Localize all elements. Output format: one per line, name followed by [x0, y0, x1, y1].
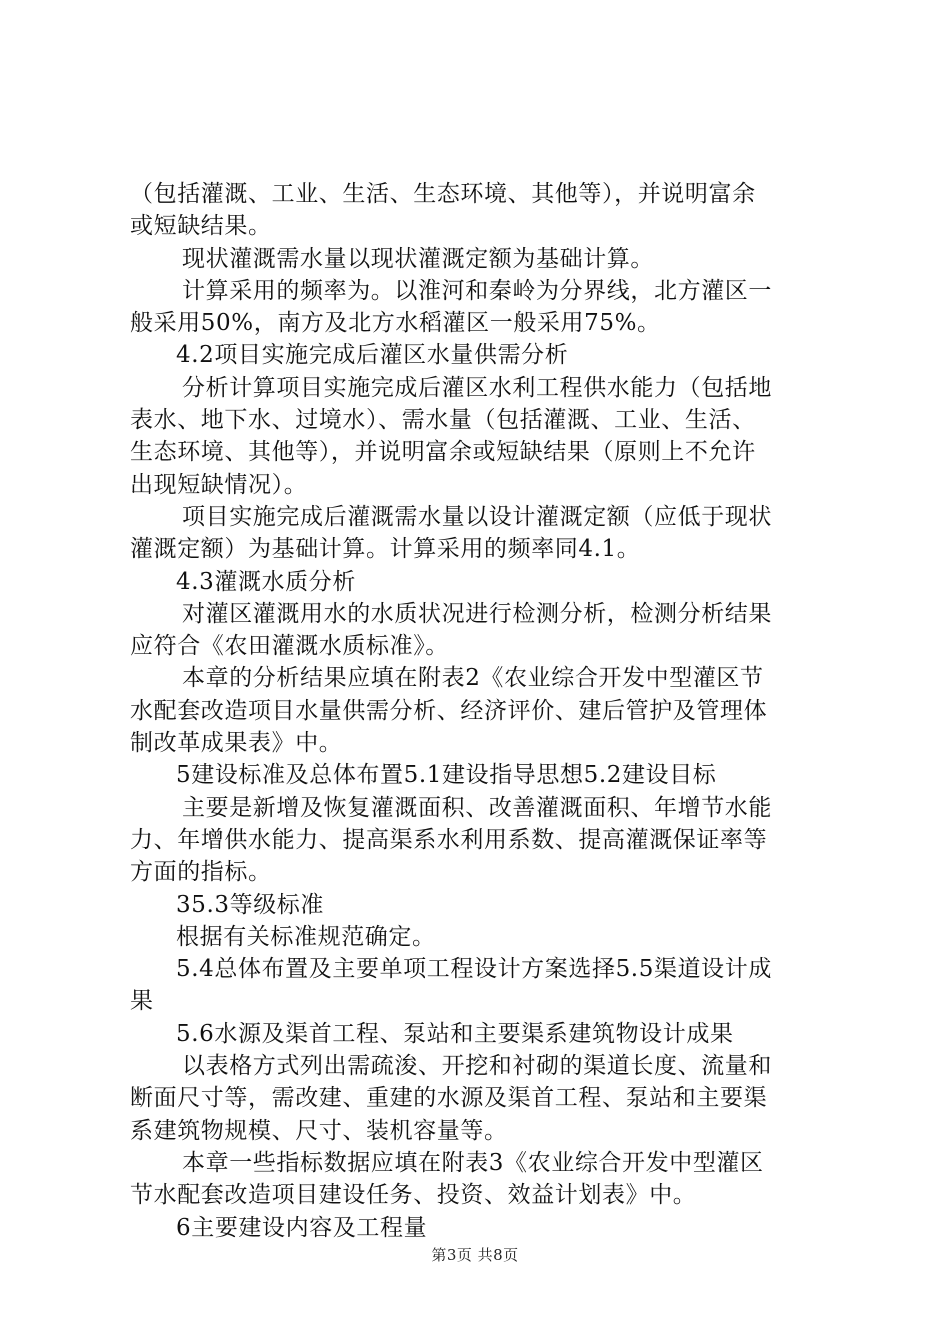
- text-line: 表水、地下水、过境水）、需水量（包括灌溉、工业、生活、: [130, 407, 756, 434]
- text-line: 4.3灌溉水质分析: [176, 568, 356, 595]
- text-line: （包括灌溉、工业、生活、生态环境、其他等），并说明富余: [130, 181, 756, 207]
- document-body: [130, 178, 835, 1244]
- text-line: 系建筑物规模、尺寸、装机容量等。: [130, 1117, 508, 1144]
- text-line: 项目实施完成后灌溉需水量以设计灌溉定额（应低于现状: [182, 503, 772, 530]
- text-line: 本章一些指标数据应填在附表3《农业综合开发中型灌区: [182, 1149, 764, 1176]
- text-line: 5建设标准及总体布置5.1建设指导思想5.2建设目标: [176, 762, 717, 789]
- text-line: 主要是新增及恢复灌溉面积、改善灌溉面积、年增节水能: [182, 794, 772, 821]
- text-line: 出现短缺情况）。: [130, 471, 308, 498]
- text-line: 对灌区灌溉用水的水质状况进行检测分析，检测分析结果: [182, 600, 772, 627]
- page-footer: 第3页 共8页: [431, 1246, 519, 1264]
- text-line: 生态环境、其他等），并说明富余或短缺结果（原则上不允许: [130, 439, 756, 466]
- text-line: 根据有关标准规范确定。: [176, 923, 436, 950]
- text-line: 般采用50%，南方及北方水稻灌区一般采用75%。: [130, 310, 661, 337]
- text-line: 6主要建设内容及工程量: [176, 1214, 428, 1241]
- text-line: 现状灌溉需水量以现状灌溉定额为基础计算。: [182, 245, 654, 272]
- text-line: 灌溉定额）为基础计算。计算采用的频率同4.1。: [130, 536, 641, 563]
- text-line: 力、年增供水能力、提高渠系水利用系数、提高灌溉保证率等: [130, 826, 768, 853]
- text-line: 分析计算项目实施完成后灌区水利工程供水能力（包括地: [182, 374, 772, 401]
- text-line: 以表格方式列出需疏浚、开挖和衬砌的渠道长度、流量和: [182, 1053, 772, 1080]
- text-line: 计算采用的频率为。以淮河和秦岭为分界线，北方灌区一: [182, 277, 772, 304]
- text-line: 节水配套改造项目建设任务、投资、效益计划表》中。: [130, 1182, 697, 1209]
- text-line: 应符合《农田灌溉水质标准》。: [130, 633, 449, 660]
- text-line: 制改革成果表》中。: [130, 730, 343, 757]
- text-line: 水配套改造项目水量供需分析、经济评价、建后管护及管理体: [130, 697, 768, 724]
- text-line: 果: [130, 988, 154, 1015]
- text-line: 本章的分析结果应填在附表2《农业综合开发中型灌区节: [182, 665, 764, 692]
- text-line: 方面的指标。: [130, 859, 272, 886]
- text-line: 4.2项目实施完成后灌区水量供需分析: [176, 342, 569, 369]
- text-line: 断面尺寸等，需改建、重建的水源及渠首工程、泵站和主要渠: [130, 1085, 768, 1112]
- text-line: 5.6水源及渠首工程、泵站和主要渠系建筑物设计成果: [176, 1020, 734, 1047]
- text-line: 5.4总体布置及主要单项工程设计方案选择5.5渠道设计成: [176, 956, 772, 983]
- text-line: 35.3等级标准: [176, 891, 325, 918]
- text-line: 或短缺结果。: [130, 213, 272, 240]
